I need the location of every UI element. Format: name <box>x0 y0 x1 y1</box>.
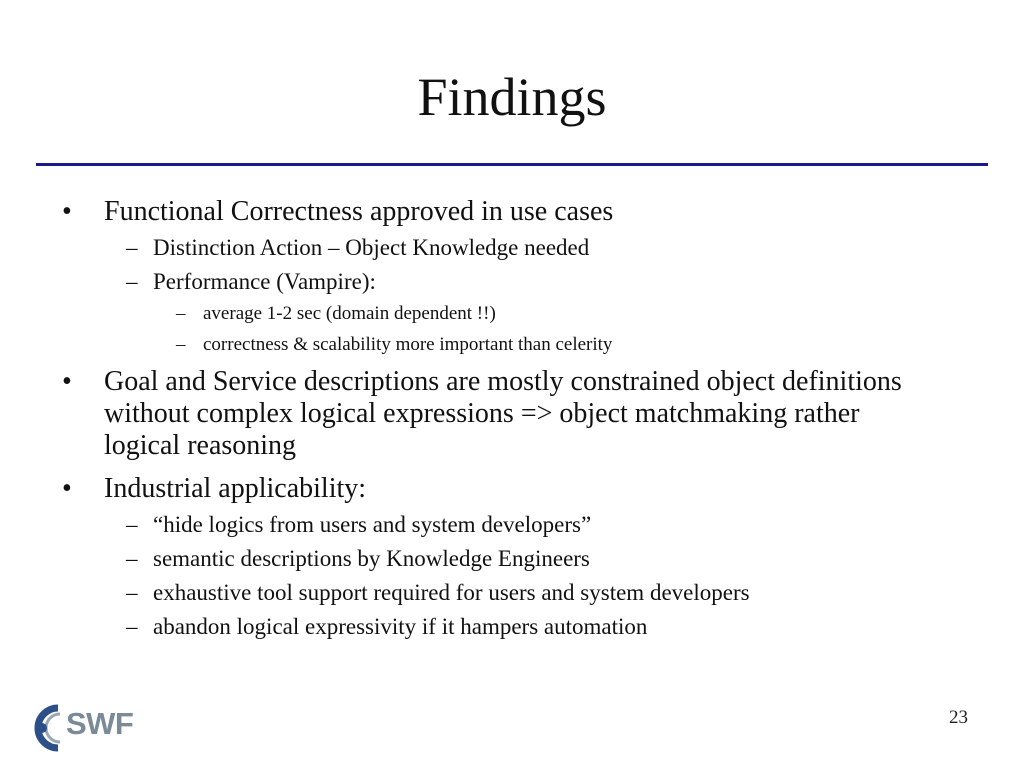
sub-bullet-marker: – <box>126 235 138 260</box>
logo-text: SWF <box>66 706 134 741</box>
sub-bullet-marker: – <box>126 614 138 639</box>
sub-bullet-text: Performance (Vampire): <box>153 269 376 294</box>
bullet-text: Goal and Service descriptions are mostly constrained object definitions without complex logical expressions => object matchmaking rather logical reasoning <box>104 366 902 461</box>
page-number: 23 <box>949 707 968 728</box>
sub-sub-bullet-text: average 1-2 sec (domain dependent !!) <box>203 303 496 324</box>
swf-logo-mark-icon <box>28 700 68 756</box>
sub-bullet-marker: – <box>126 512 138 537</box>
sub-bullet-marker: – <box>126 269 138 294</box>
sub-sub-bullet-marker: – <box>176 303 186 324</box>
sub-bullet-text: abandon logical expressivity if it hampers automation <box>153 614 648 639</box>
sub-bullet-marker: – <box>126 580 138 605</box>
sub-bullet-text: semantic descriptions by Knowledge Engineers <box>153 546 590 571</box>
sub-bullet-text: “hide logics from users and system developers” <box>153 512 592 537</box>
sub-bullet-text: Distinction Action – Object Knowledge needed <box>153 235 590 260</box>
sub-sub-bullet-marker: – <box>176 334 186 355</box>
title-underline <box>36 163 988 166</box>
bullet-text: Industrial applicability: <box>104 473 367 504</box>
bullet-marker: • <box>62 196 72 227</box>
swf-logo <box>28 700 138 756</box>
slide-title: Findings <box>417 67 607 127</box>
sub-bullet-marker: – <box>126 546 138 571</box>
sub-bullet-text: exhaustive tool support required for users and system developers <box>153 580 750 605</box>
bullet-text: Functional Correctness approved in use cases <box>104 196 614 227</box>
sub-sub-bullet-text: correctness & scalability more important than celerity <box>203 334 613 355</box>
bullet-marker: • <box>62 473 72 504</box>
bullet-marker: • <box>62 366 72 397</box>
